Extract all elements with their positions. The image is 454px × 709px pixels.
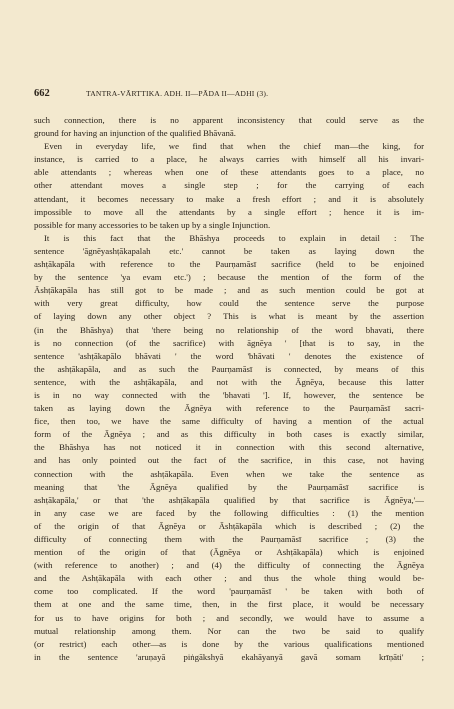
text-line: (in the Bhāshya) that 'there being no relationship of the word bhavati, there bbox=[34, 324, 424, 335]
text-line: for us to have origins for both ; and secondly, we would have to assume a bbox=[34, 612, 424, 623]
text-line: It is this fact that the Bhāshya proceeds to explain in detail : The bbox=[44, 232, 424, 243]
text-line: possible for many accessories to be taken up by a single Injunction. bbox=[34, 219, 271, 230]
text-line: fice, then too, we have the same difficulty of having a mention of the actual bbox=[34, 416, 424, 427]
text-line: is in no way connected with the 'bhavati ']. If, however, the sentence be bbox=[34, 389, 424, 400]
text-line: sentence 'āgnēyashṭākapalah etc.' cannot be taken as laying down the bbox=[34, 245, 424, 256]
text-line: the Bhāshya has not noticed it in connection with this second alternative, bbox=[34, 442, 424, 453]
text-line: sentence, with the ashṭākapāla, and not with the Āgnēya, because this latter bbox=[34, 376, 424, 387]
page-header bbox=[34, 88, 424, 104]
text-line: is no connection (of the sacrifice) with āgnēya ' [that is to say, in the bbox=[34, 337, 424, 348]
text-line: sentence 'ashṭākapālo bhāvati ' the word 'bhāvati ' denotes the existence of bbox=[34, 350, 424, 361]
text-line: and has only pointed out the fact of the sacrifice, in this case, not having bbox=[34, 455, 424, 466]
text-line: connection with the ashṭākapāla. Even when we take the sentence as bbox=[34, 468, 424, 479]
running-title: TANTRA-VĀRTTIKA. ADH. II—PĀDA II—ADHI (3). bbox=[86, 89, 269, 98]
text-line: able attendants ; whereas when one of these attendants goes to a place, no bbox=[34, 167, 424, 178]
text-line: attendant, it becomes necessary to make a fresh effort ; and it is absolutely bbox=[34, 193, 424, 204]
text-line: come too complicated. If the word 'paurṇamāsī ' be taken with both of bbox=[34, 586, 424, 597]
text-line: by the sentence 'ya evam etc.') ; because the mention of the form of the bbox=[34, 272, 424, 283]
text-line: instance, is carried to a place, he always carries with himself all his invari- bbox=[34, 154, 424, 165]
text-line: difficulty of connecting them with the Paurṇamāsī sacrifice ; (3) the bbox=[34, 534, 424, 544]
text-line: the ashṭākapāla, and as such the Paurṇamāsī is connected, by means of this bbox=[34, 363, 424, 374]
text-line: and the Ashṭākapāla with each other ; and thus the whole thing would be- bbox=[34, 573, 424, 584]
text-line: form of the Āgnēya ; and as this difficulty in both cases is exactly similar, bbox=[34, 429, 424, 440]
text-line: mutual relationship among them. Nor can the two be said to qualify bbox=[34, 625, 424, 636]
text-line: ashṭākapāla,' or that 'the ashṭākapāla qualified by that sacrifice is Āgnēya,'— bbox=[34, 494, 424, 505]
text-line: meaning that 'the Āgnēya qualified by the Paurṇamāsī sacrifice is bbox=[34, 481, 424, 492]
text-line: (or restrict) each other—as is done by the various qualifications mentioned bbox=[34, 638, 424, 649]
text-line: with very great difficulty, how could the sentence serve the purpose bbox=[34, 298, 424, 309]
page-body bbox=[34, 114, 424, 664]
text-line: ground for having an injunction of the qualified Bhāvanā. bbox=[34, 128, 236, 139]
text-line: (with reference to another) ; and (4) the difficulty of connecting the Āgnēya bbox=[34, 560, 424, 571]
text-line: in any case we are faced by the following difficulties : (1) the mention bbox=[34, 507, 424, 518]
text-line: of the origin of that Āgnēya or Āshṭākapāla which is described ; (2) the bbox=[34, 520, 424, 531]
page-number: 662 bbox=[34, 88, 50, 99]
text-line: Āshṭākapāla has still got to be made ; and as such mention could be got at bbox=[34, 285, 424, 296]
text-line: such connection, there is no apparent inconsistency that could serve as the bbox=[34, 115, 424, 125]
text-line: ashṭākapāla with reference to the Paurṇamāsī sacrifice (held to be enjoined bbox=[34, 259, 424, 270]
text-line: mention of the origin of that (Āgnēya or Ashṭākapāla) which is enjoined bbox=[34, 547, 424, 558]
text-line: them at one and the same time, then, in the first place, it would be necessary bbox=[34, 599, 424, 610]
text-line: of laying down any other object ? This is what is meant by the assertion bbox=[34, 311, 424, 322]
text-line: in the sentence 'aruṇayā piṅgākshyā ekahāyanyā gavā somam krīṇāti' ; bbox=[34, 651, 424, 662]
document-page bbox=[34, 88, 424, 664]
text-line: taken as laying down the Āgnēya with reference to the Paurṇamāsī sacri- bbox=[34, 403, 424, 414]
text-line: other attendant moves a single step ; for the carrying of each bbox=[34, 180, 424, 191]
text-line: impossible to move all the attendants by a single effort ; hence it is im- bbox=[34, 206, 424, 217]
text-line: Even in everyday life, we find that when the chief man—the king, for bbox=[44, 141, 424, 152]
